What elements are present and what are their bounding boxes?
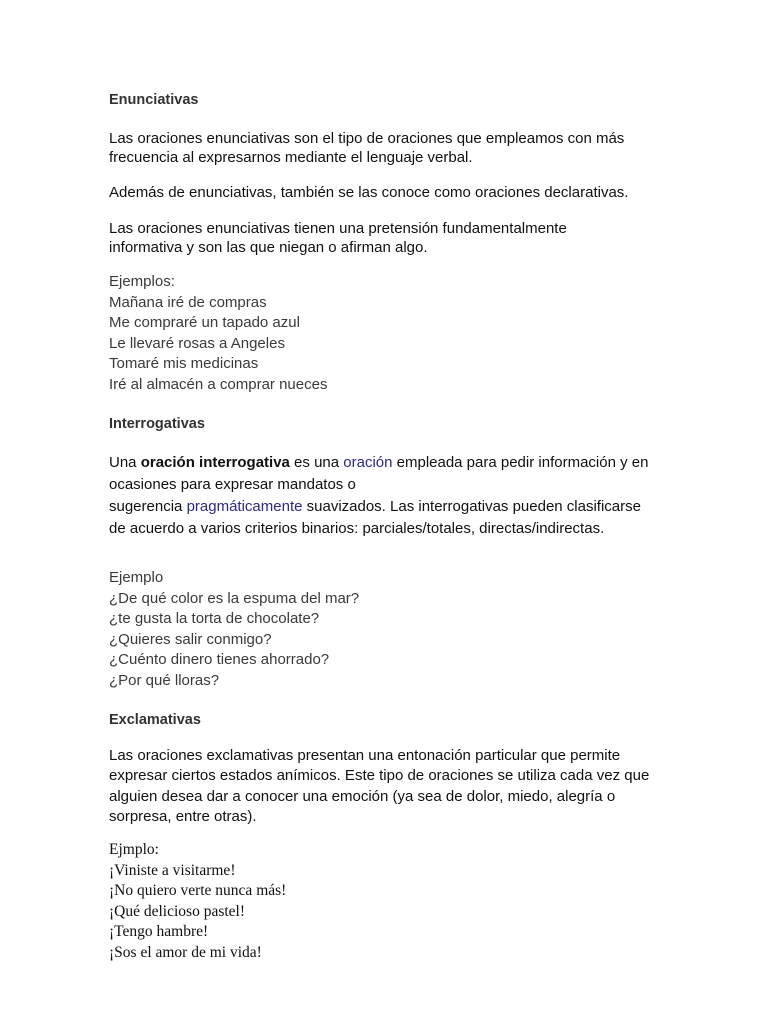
example-item: ¡No quiero verte nunca más!: [109, 882, 287, 899]
examples-title: Ejemplo: [109, 569, 164, 586]
example-item: Mañana iré de compras: [109, 293, 267, 311]
example-item: ¡Tengo hambre!: [109, 923, 209, 940]
example-item: ¿te gusta la torta de chocolate?: [109, 610, 320, 627]
examples-interrogativas: [109, 568, 359, 691]
paragraph-enunciativas-2: Además de enunciativas, también se las conoce como oraciones declarativas.: [109, 184, 629, 201]
text-run: suavizados. Las interrogativas pueden clasificarse de acuerdo a varios criterios binarios: parciales/totales, directas/indirectas.: [109, 498, 641, 537]
paragraph-enunciativas-1: Las oraciones enunciativas son el tipo de oraciones que empleamos con más frecuencia al expresarnos mediante el lenguaje verbal.: [109, 130, 625, 166]
text-run: Una: [109, 454, 141, 471]
example-item: Le llevaré rosas a Angeles: [109, 334, 285, 352]
examples-title: Ejmplo:: [109, 841, 159, 858]
example-item: ¡Sos el amor de mi vida!: [109, 943, 262, 961]
link-oracion[interactable]: oración: [343, 454, 393, 471]
paragraph-exclamativas: Las oraciones exclamativas presentan una entonación particular que permite expresar ciertos estados anímicos. Este tipo de oraciones se utiliza cada vez que alguien desea dar a conocer una emoción (ya sea de dolor, miedo, alegría o sorpresa, entre otras).: [109, 747, 650, 825]
examples-exclamativas: [109, 840, 286, 963]
text-run: es una: [289, 454, 344, 471]
heading-exclamativas: Exclamativas: [109, 712, 201, 728]
heading-interrogativas: Interrogativas: [109, 416, 205, 432]
example-item: ¿Por qué lloras?: [109, 671, 220, 689]
examples-enunciativas: [109, 272, 327, 395]
example-item: ¿Cuénto dinero tienes ahorrado?: [109, 651, 330, 668]
link-pragmaticamente[interactable]: pragmáticamente: [186, 498, 303, 515]
example-item: ¿Quieres salir conmigo?: [109, 630, 272, 648]
example-item: Iré al almacén a comprar nueces: [109, 375, 328, 393]
example-item: ¿De qué color es la espuma del mar?: [109, 589, 360, 607]
heading-enunciativas: Enunciativas: [109, 92, 199, 108]
example-item: ¡Viniste a visitarme!: [109, 861, 236, 879]
example-item: Me compraré un tapado azul: [109, 314, 300, 331]
example-item: Tomaré mis medicinas: [109, 355, 259, 372]
paragraph-enunciativas-3: Las oraciones enunciativas tienen una pretensión fundamentalmente informativa y son las que niegan o afirman algo.: [109, 220, 567, 256]
example-item: ¡Qué delicioso pastel!: [109, 902, 246, 920]
text-run: empleada para pedir información y en ocasiones para expresar mandatos o: [109, 454, 649, 493]
bold-term: oración interrogativa: [140, 454, 290, 471]
paragraph-interrogativas: [109, 452, 659, 540]
text-run: sugerencia: [109, 498, 187, 515]
examples-title: Ejemplos:: [109, 273, 175, 290]
